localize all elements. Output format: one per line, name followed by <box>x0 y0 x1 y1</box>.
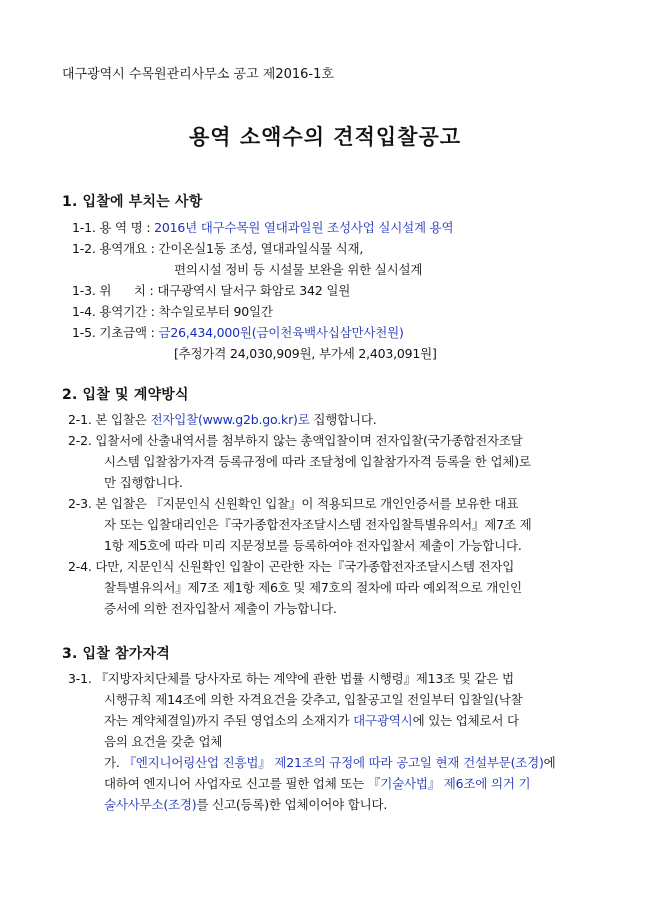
estimated-price-note: [추정가격 24,030,909원, 부가세 2,403,091원] <box>174 346 437 361</box>
item-2-1 <box>68 411 377 429</box>
item-2-4-line2: 찰특별유의서』제7조 제1항 제6호 및 제7호의 절차에 따라 예외적으로 개인인 <box>104 580 522 595</box>
item-text: 자는 계약체결일)까지 주된 영업소의 소재지가 <box>104 713 354 728</box>
item-text: 에 있는 업체로서 다 <box>412 713 519 728</box>
item-text: 집행합니다. <box>309 412 377 427</box>
item-3-1-line3 <box>104 712 519 730</box>
item-2-3 <box>68 495 518 513</box>
item-label: 위 치 : <box>99 283 154 298</box>
item-number: 1-1. <box>72 220 96 235</box>
notice-number: 대구광역시 수목원관리사무소 공고 제2016-1호 <box>62 67 334 82</box>
item-text: 를 신고(등록)한 업체이어야 합니다. <box>196 797 388 812</box>
item-number: 2-1. <box>68 412 92 427</box>
page-title: 용역 소액수의 견적입찰공고 <box>188 125 462 149</box>
item-2-2-line3: 만 집행합니다. <box>104 475 183 490</box>
item-2-2 <box>68 432 523 450</box>
item-number: 2-2. <box>68 433 92 448</box>
item-text: 다만, 지문인식 신원확인 입찰이 곤란한 자는『국가종합전자조달시스템 전자입 <box>95 559 515 574</box>
item-number: 3-1. <box>68 671 92 686</box>
item-2-4-line3: 증서에 의한 전자입찰서 제출이 가능합니다. <box>104 601 337 616</box>
item-3-1-line7 <box>104 796 387 814</box>
service-name: 2016년 대구수목원 열대과일원 조성사업 실시설계 용역 <box>154 220 454 235</box>
item-text: 본 입찰은 『지문인식 신원확인 입찰』이 적용되므로 개인인증서를 보유한 대표 <box>95 496 519 511</box>
item-3-1-line2: 시행규칙 제14조에 의한 자격요건을 갖추고, 입찰공고일 전일부터 입찰일(낙찰 <box>104 692 523 707</box>
item-number: 1-3. <box>72 283 96 298</box>
item-text: 본 입찰은 <box>95 412 151 427</box>
item-1-1 <box>72 219 453 237</box>
engineer-act-requirement: 『기술사법』 제6조에 의거 기 <box>367 776 531 791</box>
item-3-1-line4: 음의 요건을 갖춘 업체 <box>104 734 223 749</box>
item-number: 1-4. <box>72 304 96 319</box>
item-number: 1-5. <box>72 325 96 340</box>
item-2-2-line2: 시스템 입찰참가자격 등록규정에 따라 조달청에 입찰참가자격 등록을 한 업체)로 <box>104 454 531 469</box>
engineering-act-requirement: 『엔지니어링산업 진흥법』 제21조의 규정에 따라 공고일 현재 건설부문(조경) <box>123 755 544 770</box>
engineer-office-requirement: 술사사무소(조경) <box>104 797 197 812</box>
item-1-2 <box>72 240 363 258</box>
item-3-1-line6 <box>104 775 530 793</box>
item-text: 대하여 엔지니어 사업자로 신고를 필한 업체 또는 <box>104 776 368 791</box>
item-label: 기초금액 : <box>99 325 155 340</box>
item-text: 『지방자치단체를 당사자로 하는 계약에 관한 법률 시행령』제13조 및 같은 법 <box>95 671 514 686</box>
item-number: 1-2. <box>72 241 96 256</box>
section-2-heading: 2. 입찰 및 계약방식 <box>62 387 189 403</box>
item-label: 용 역 명 : <box>99 220 151 235</box>
location-value: 대구광역시 달서구 화암로 342 일원 <box>157 283 351 298</box>
item-number: 2-3. <box>68 496 92 511</box>
item-1-3 <box>72 282 350 300</box>
region-requirement: 대구광역시 <box>353 713 413 728</box>
item-label: 용역기간 : <box>99 304 155 319</box>
item-2-3-line2: 자 또는 입찰대리인은『국가종합전자조달시스템 전자입찰특별유의서』제7조 제 <box>104 517 532 532</box>
service-overview-line2: 편의시설 정비 등 시설물 보완을 위한 실시설계 <box>174 262 423 277</box>
e-bid-site: 전자입찰(www.g2b.go.kr)로 <box>150 412 310 427</box>
item-number: 2-4. <box>68 559 92 574</box>
period-value: 착수일로부터 90일간 <box>158 304 273 319</box>
item-text: 에 <box>543 755 556 770</box>
service-overview-line1: 간이온실1동 조성, 열대과일식물 식재, <box>158 241 364 256</box>
item-1-4 <box>72 303 273 321</box>
section-3-heading: 3. 입찰 참가자격 <box>62 646 170 662</box>
section-1-heading: 1. 입찰에 부치는 사항 <box>62 194 203 210</box>
item-text: 입찰서에 산출내역서를 첨부하지 않는 총액입찰이며 전자입찰(국가종합전자조달 <box>95 433 523 448</box>
item-3-1-line5 <box>104 754 556 772</box>
item-text: 가. <box>104 755 124 770</box>
item-1-5 <box>72 324 404 342</box>
item-3-1 <box>68 670 514 688</box>
base-amount: 금26,434,000원(금이천육백사십삼만사천원) <box>158 325 404 340</box>
item-2-4 <box>68 558 514 576</box>
item-label: 용역개요 : <box>99 241 155 256</box>
item-2-3-line3: 1항 제5호에 따라 미리 지문정보를 등록하여야 전자입찰서 제출이 가능합니다. <box>104 538 522 553</box>
